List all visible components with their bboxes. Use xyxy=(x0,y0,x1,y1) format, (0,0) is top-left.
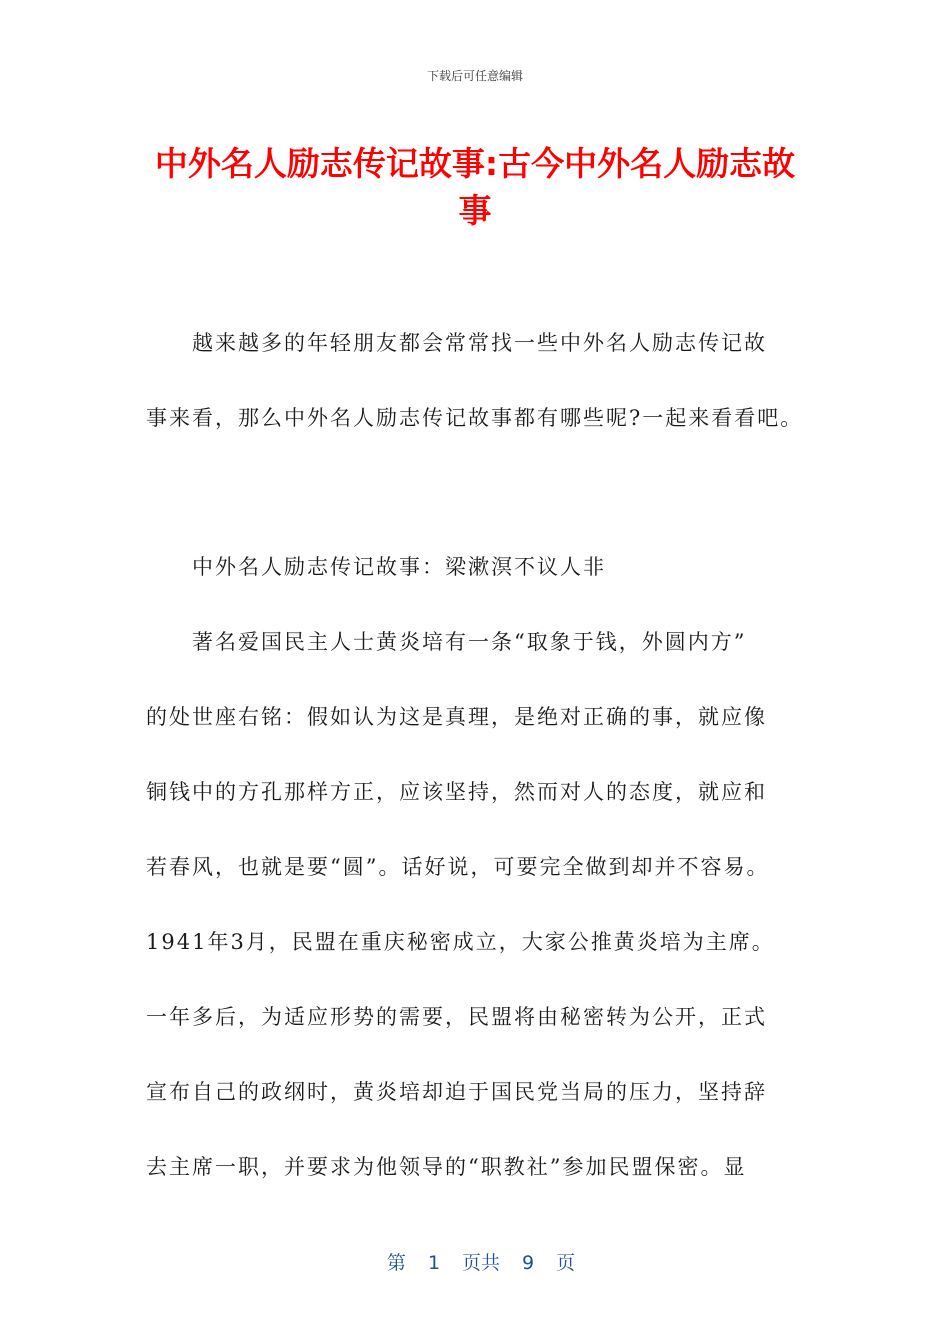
footer-prefix: 第 xyxy=(386,1252,406,1274)
body-line-5: 1941年3月，民盟在重庆秘密成立，大家公推黄炎培为主席。 xyxy=(146,930,775,954)
body-line-3: 铜钱中的方孔那样方正，应该坚持，然而对人的态度，就应和 xyxy=(146,780,767,804)
footer-page-number: 1 xyxy=(427,1252,441,1274)
title-line-2: 事 xyxy=(458,191,492,230)
footer-middle: 页共 xyxy=(462,1252,501,1274)
body-line-4: 若春风，也就是要“圆”。话好说，可要完全做到却并不容易。 xyxy=(146,855,770,879)
intro-line-1: 越来越多的年轻朋友都会常常找一些中外名人励志传记故 xyxy=(192,331,767,355)
body-line-2: 的处世座右铭：假如认为这是真理，是绝对正确的事，就应像 xyxy=(146,705,767,729)
document-title xyxy=(140,140,810,234)
footer-total-pages: 9 xyxy=(522,1252,535,1274)
body-line-7: 宣布自己的政纲时，黄炎培却迫于国民党当局的压力，坚持辞 xyxy=(146,1080,767,1104)
intro-line-2: 事来看，那么中外名人励志传记故事都有哪些呢?一起来看看吧。 xyxy=(146,406,804,430)
footer-suffix: 页 xyxy=(556,1252,576,1274)
header-note: 下载后可任意编辑 xyxy=(426,69,523,83)
section-heading: 中外名人励志传记故事：梁漱溟不议人非 xyxy=(192,555,606,579)
story-section xyxy=(146,530,814,1205)
intro-paragraph xyxy=(146,306,814,456)
page-footer xyxy=(0,1226,950,1275)
body-line-1: 著名爱国民主人士黄炎培有一条“取象于钱，外圆内方” xyxy=(192,630,747,654)
body-line-8: 去主席一职，并要求为他领导的“职教社”参加民盟保密。显 xyxy=(146,1155,747,1179)
body-line-6: 一年多后，为适应形势的需要，民盟将由秘密转为公开，正式 xyxy=(146,1005,767,1029)
title-line-1: 中外名人励志传记故事:古今中外名人励志故 xyxy=(154,144,796,183)
